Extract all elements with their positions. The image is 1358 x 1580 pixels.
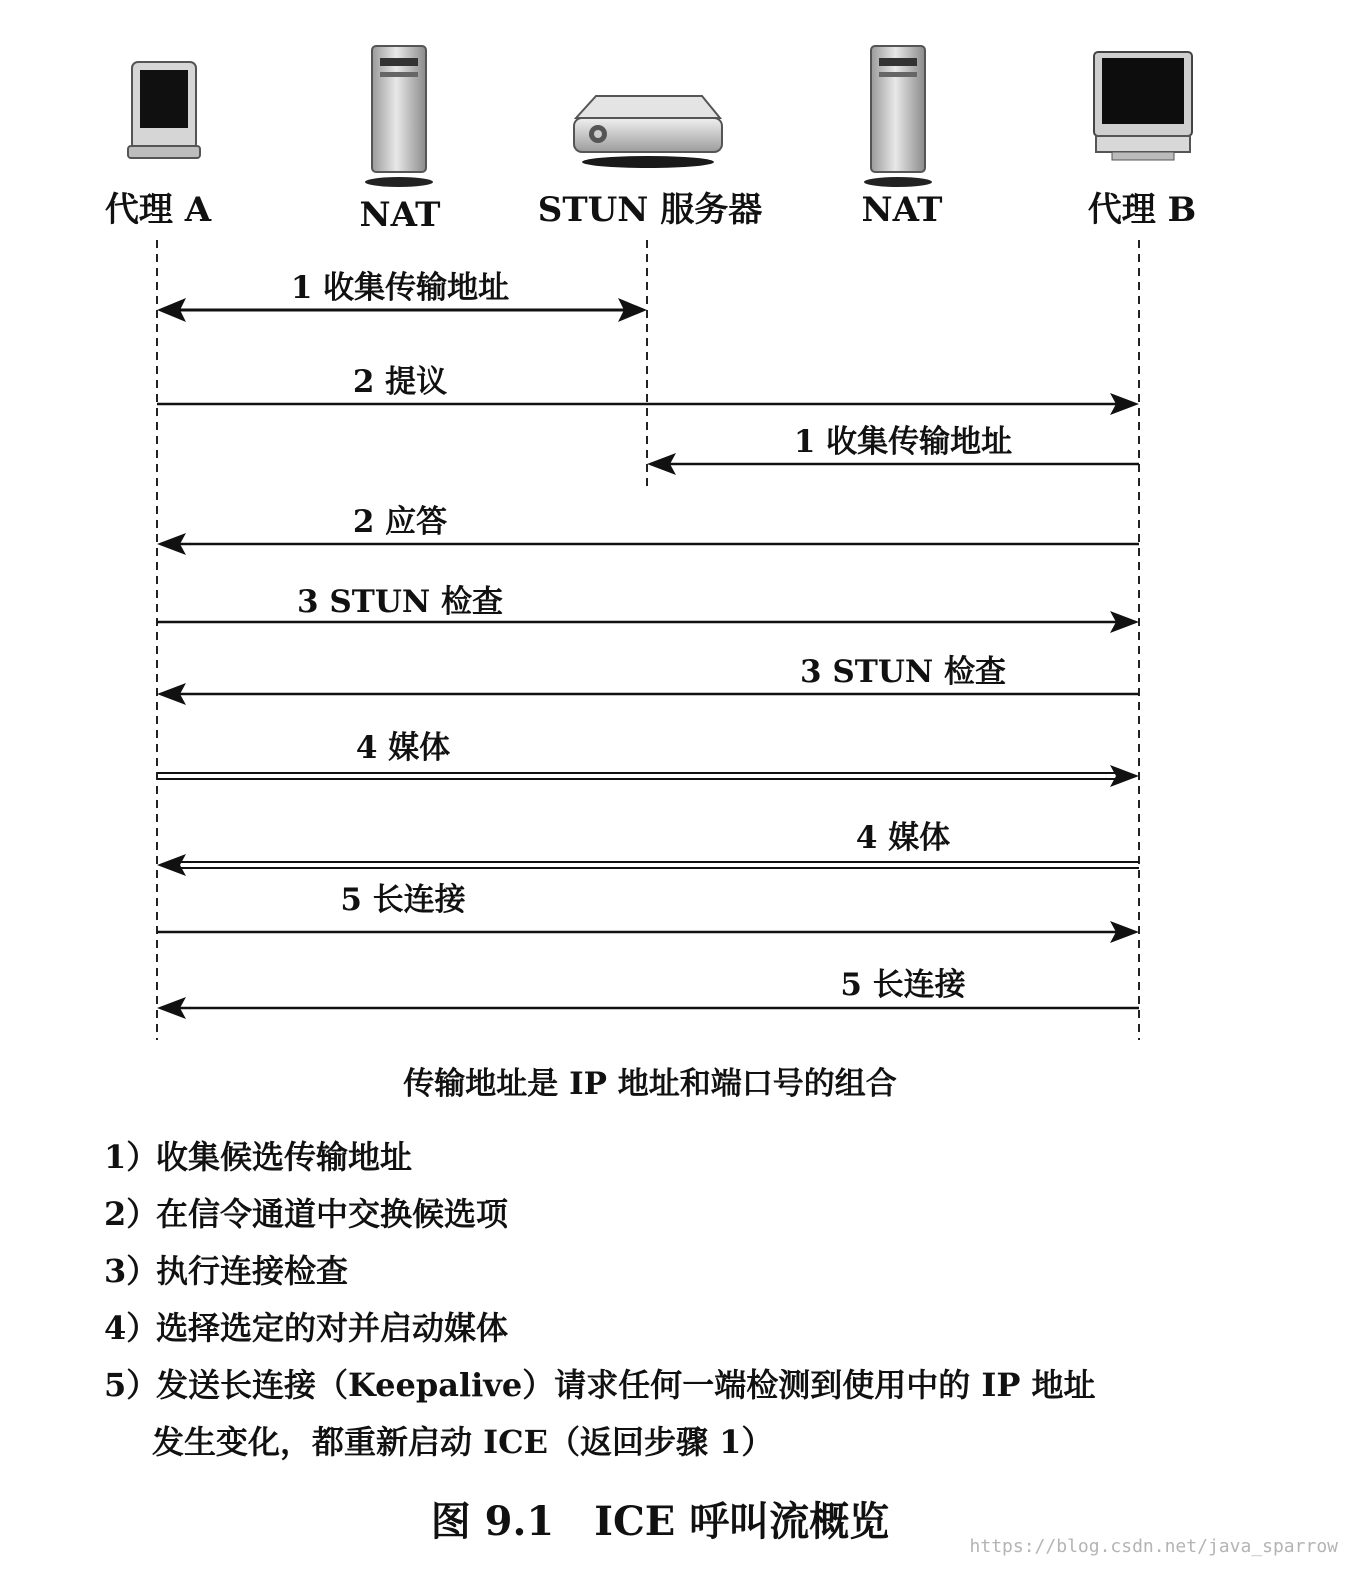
step-item <box>104 1246 1254 1303</box>
watermark: https://blog.csdn.net/java_sparrow <box>969 1536 1338 1557</box>
step-number: 3） <box>104 1252 159 1290</box>
message-keepalive-b-to-a <box>157 967 1139 1019</box>
message-label: 3 STUN 检查 <box>800 654 1006 690</box>
step-item <box>104 1360 1254 1417</box>
step-item <box>104 1303 1254 1360</box>
message-keepalive-a-to-b <box>157 882 1139 943</box>
step-item <box>104 1189 1254 1246</box>
figure-caption: 图 9.1 ICE 呼叫流概览 <box>430 1498 890 1545</box>
step-continuation: 发生变化，都重新启动 ICE（返回步骤 1） <box>152 1423 774 1461</box>
desktop-computer-icon <box>1094 52 1192 160</box>
actor-label-stun-server: STUN 服务器 <box>537 190 763 230</box>
message-answer <box>157 504 1139 555</box>
actor-label-nat-2: NAT <box>861 190 943 230</box>
step-item <box>104 1132 1254 1189</box>
stun-server-appliance-icon <box>574 96 722 168</box>
message-gather-addresses-b <box>647 424 1139 475</box>
message-label: 5 长连接 <box>340 882 466 918</box>
step-number: 4） <box>104 1309 159 1347</box>
message-label: 5 长连接 <box>840 967 966 1003</box>
laptop-icon <box>128 62 200 158</box>
message-label: 4 媒体 <box>855 820 951 856</box>
step-number: 2） <box>104 1195 159 1233</box>
message-gather-addresses-a <box>157 270 647 322</box>
message-label: 2 应答 <box>352 504 448 540</box>
step-number: 1） <box>104 1138 159 1176</box>
step-text: 发送长连接（Keepalive）请求任何一端检测到使用中的 IP 地址 <box>156 1366 1096 1404</box>
steps-list <box>104 1132 1254 1474</box>
message-media-b-to-a <box>157 820 1139 876</box>
step-text: 收集候选传输地址 <box>156 1138 413 1176</box>
message-label: 4 媒体 <box>355 730 451 766</box>
actor-label-nat-1: NAT <box>359 195 441 235</box>
step-text: 在信令通道中交换候选项 <box>156 1195 509 1233</box>
actor-label-agent-a: 代理 A <box>104 190 212 230</box>
message-label: 2 提议 <box>352 364 448 400</box>
step-number: 5） <box>104 1366 159 1404</box>
server-tower-icon <box>864 46 932 187</box>
message-label: 3 STUN 检查 <box>297 584 503 620</box>
step-text: 选择选定的对并启动媒体 <box>156 1309 509 1347</box>
message-stun-check-b-to-a <box>157 654 1139 705</box>
message-label: 1 收集传输地址 <box>290 270 510 306</box>
step-text: 执行连接检查 <box>156 1252 349 1290</box>
server-tower-icon <box>365 46 433 187</box>
actor-label-agent-b: 代理 B <box>1087 190 1197 230</box>
message-label: 1 收集传输地址 <box>793 424 1013 460</box>
message-stun-check-a-to-b <box>157 584 1139 633</box>
transport-address-note: 传输地址是 IP 地址和端口号的组合 <box>403 1066 897 1102</box>
message-media-a-to-b <box>157 730 1139 787</box>
